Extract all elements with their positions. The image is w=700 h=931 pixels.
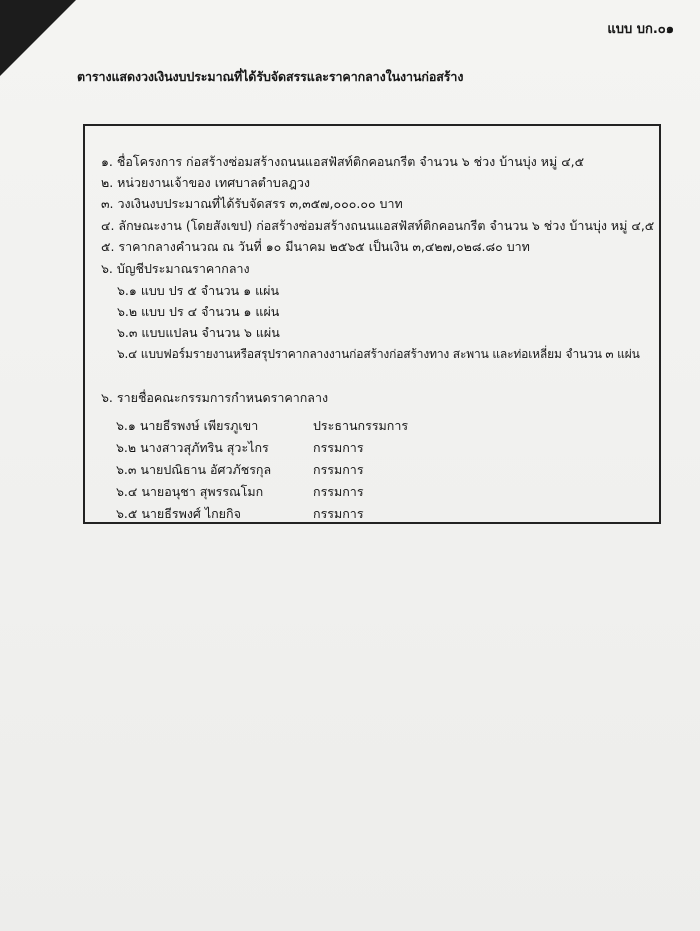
committee-heading: ๖. รายชื่อคณะกรรมการกำหนดราคากลาง bbox=[101, 390, 329, 405]
committee-member-role: กรรมการ bbox=[313, 506, 364, 521]
committee-member-name: ๖.๓ นายปณิธาน อัศวภัชรกุล bbox=[116, 462, 272, 477]
committee-member-role: ประธานกรรมการ bbox=[313, 418, 409, 433]
item-project-name: ๑. ชื่อโครงการ ก่อสร้างซ่อมสร้างถนนแอสฟัสท์ติกคอนกรีต จำนวน ๖ ช่วง บ้านบุ่ง หมู่ ๔,๕ bbox=[101, 154, 585, 169]
committee-member-role: กรรมการ bbox=[313, 484, 364, 499]
committee-member-name: ๖.๔ นายอนุชา สุพรรณโมก bbox=[116, 484, 264, 499]
item-price-list-heading: ๖. บัญชีประมาณราคากลาง bbox=[101, 261, 250, 276]
committee-member-name: ๖.๒ นางสาวสุภัทริน สุวะไกร bbox=[116, 440, 269, 455]
item-median-price: ๕. ราคากลางคำนวณ ณ วันที่ ๑๐ มีนาคม ๒๕๖๕ เป็นเงิน ๓,๔๒๗,๐๒๘.๘๐ บาท bbox=[101, 239, 530, 254]
document-title: ตารางแสดงวงเงินงบประมาณที่ได้รับจัดสรรและราคากลางในงานก่อสร้าง bbox=[77, 69, 464, 84]
sub-item-plans: ๖.๓ แบบแปลน จำนวน ๖ แผ่น bbox=[117, 325, 280, 340]
form-code: แบบ บก.๐๑ bbox=[607, 22, 674, 37]
committee-member-role: กรรมการ bbox=[313, 462, 364, 477]
item-work-description: ๔. ลักษณะงาน (โดยสังเขป) ก่อสร้างซ่อมสร้างถนนแอสฟัสท์ติกคอนกรีต จำนวน ๖ ช่วง บ้านบุ่ง หมู่ ๔,๕ bbox=[101, 218, 655, 233]
committee-member-name: ๖.๑ นายธีรพงษ์ เพียรภูเขา bbox=[116, 418, 259, 433]
item-owner-agency: ๒. หน่วยงานเจ้าของ เทศบาลตำบลฎวง bbox=[101, 175, 311, 190]
sub-item-form-pr4: ๖.๒ แบบ ปร ๔ จำนวน ๑ แผ่น bbox=[117, 304, 280, 319]
committee-member-role: กรรมการ bbox=[313, 440, 364, 455]
committee-member-name: ๖.๕ นายธีรพงศ์ ไกยกิจ bbox=[116, 506, 241, 521]
sub-item-form-pr5: ๖.๑ แบบ ปร ๕ จำนวน ๑ แผ่น bbox=[117, 283, 280, 298]
dark-corner-shadow bbox=[0, 0, 76, 76]
item-budget: ๓. วงเงินงบประมาณที่ได้รับจัดสรร ๓,๓๕๗,๐๐๐.๐๐ บาท bbox=[101, 196, 403, 211]
sub-item-report-form: ๖.๔ แบบฟอร์มรายงานหรือสรุปราคากลางงานก่อสร้างก่อสร้างทาง สะพาน และท่อเหลี่ยม จำนวน ๓ แผ่น bbox=[117, 347, 640, 361]
